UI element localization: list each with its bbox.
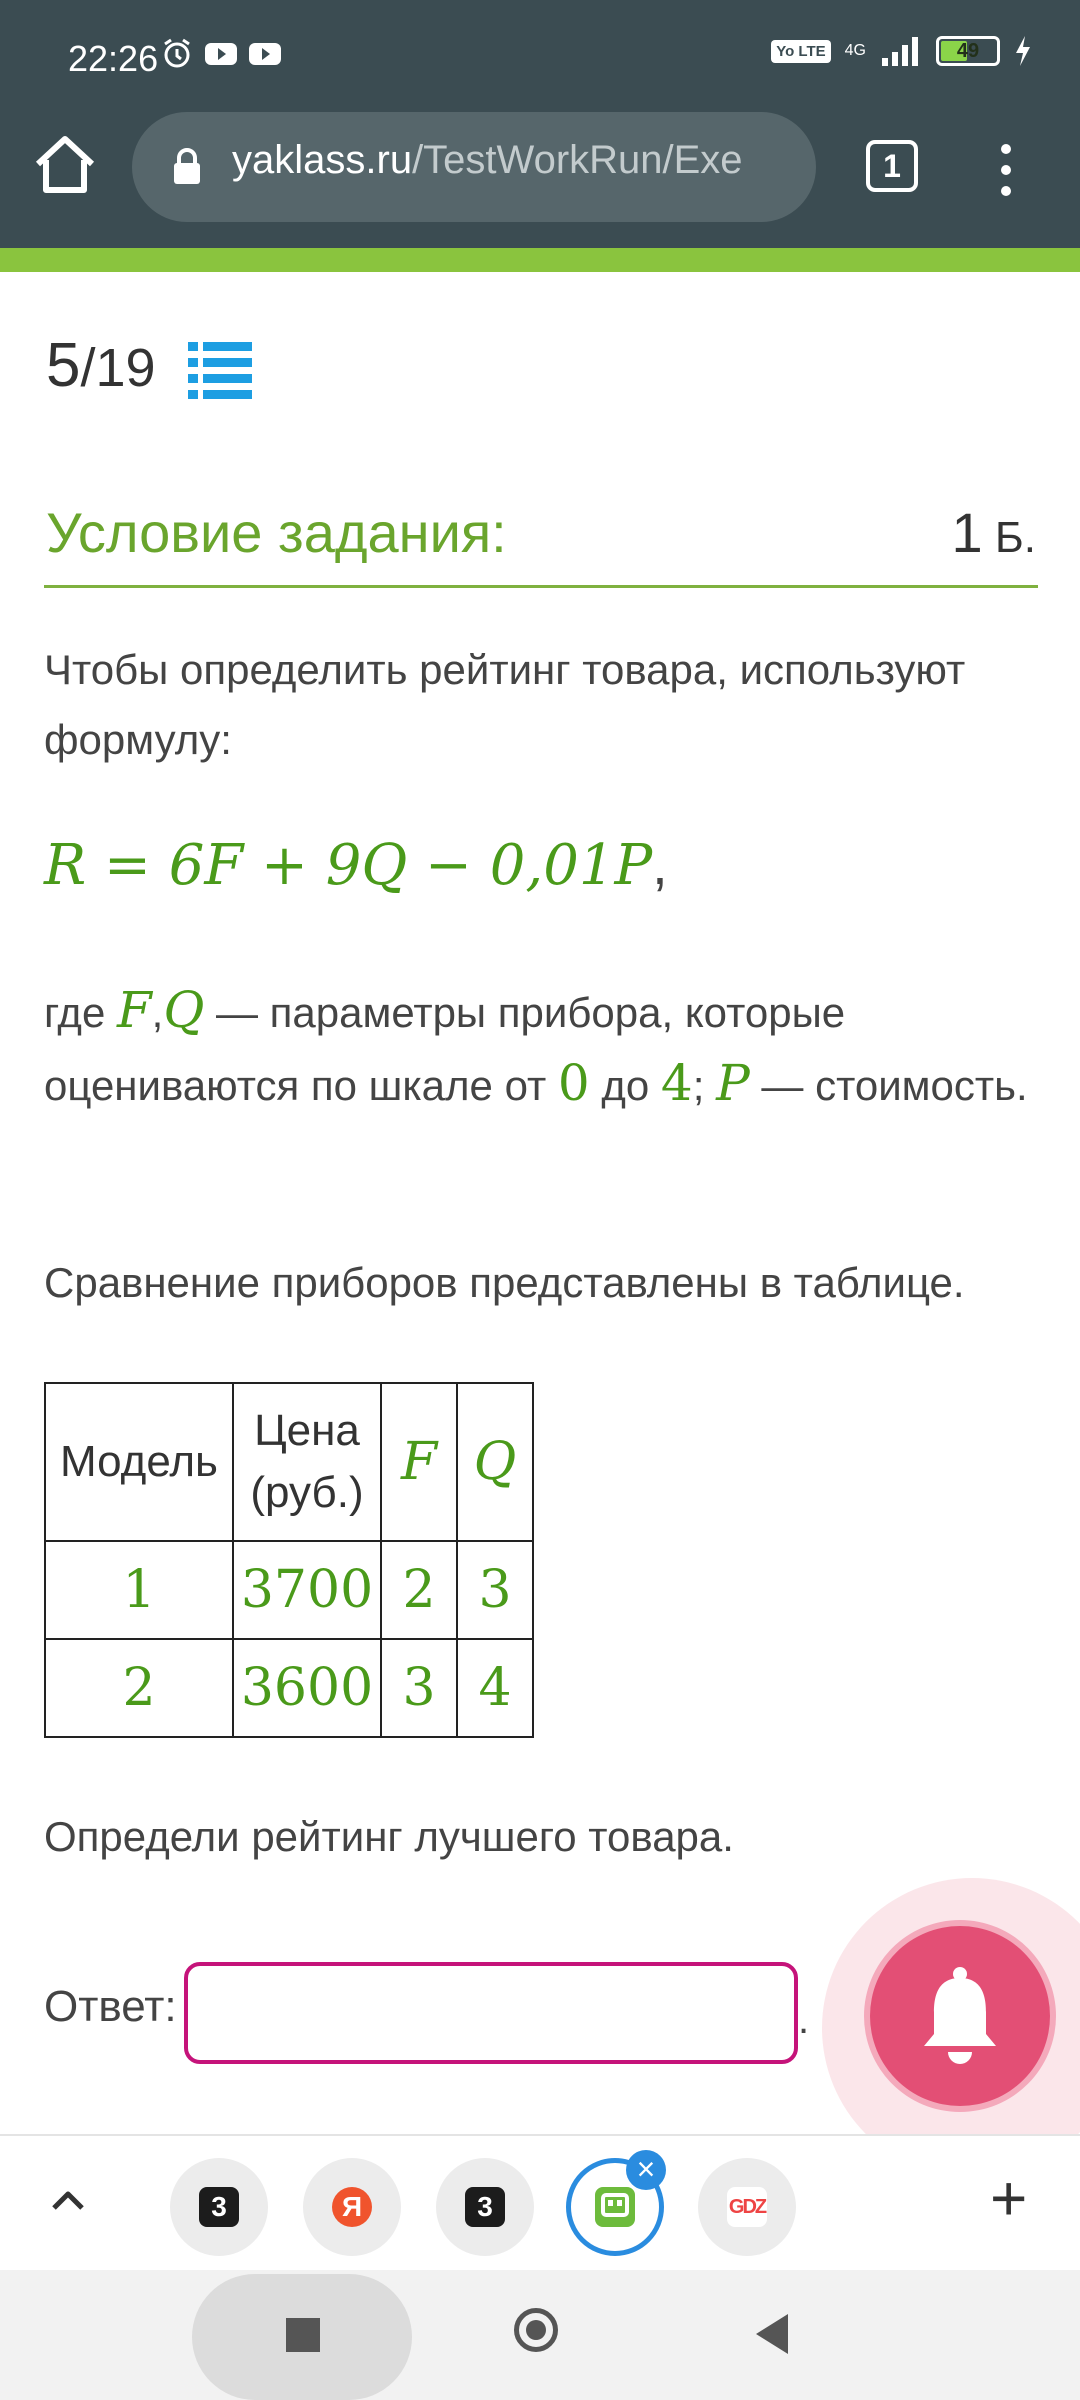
header-price-label: Цена — [254, 1406, 360, 1455]
points-unit: Б. — [982, 513, 1036, 562]
header-f-label: F — [400, 1432, 438, 1492]
cell-f — [381, 1541, 457, 1639]
answer-label: Ответ: — [44, 1982, 177, 2031]
table-header-row — [45, 1383, 533, 1541]
cell-q — [457, 1639, 533, 1737]
tab-yandex[interactable] — [303, 2158, 401, 2256]
cell-price — [233, 1639, 381, 1737]
bell-icon — [910, 1964, 1010, 2068]
table-row — [45, 1541, 533, 1639]
cell-price-value: 3700 — [240, 1560, 374, 1620]
task-intro: Чтобы определить рейтинг товара, используют формулу: — [44, 646, 966, 763]
youtube-icon — [204, 36, 238, 70]
rating-formula — [44, 832, 668, 898]
volte-icon: Yo LTE — [771, 40, 830, 63]
header-q — [457, 1383, 533, 1541]
compare-text: Сравнение приборов представлены в таблице. — [44, 1259, 965, 1306]
var-f: F — [116, 981, 152, 1039]
formula-body: R = 6F + 9Q − 0,01P — [44, 833, 653, 898]
cell-f — [381, 1639, 457, 1737]
cell-price — [233, 1541, 381, 1639]
lock-icon — [172, 148, 202, 186]
youtube-icon — [248, 36, 282, 70]
status-notification-icons — [160, 36, 282, 70]
desc-text: ; — [692, 1062, 717, 1109]
header-price-unit: (руб.) — [250, 1468, 364, 1517]
cell-model — [45, 1639, 233, 1737]
status-time: 22:26 — [68, 38, 159, 79]
new-tab-icon[interactable]: + — [990, 2162, 1028, 2234]
url-text[interactable] — [232, 138, 802, 183]
chevron-up-icon[interactable] — [44, 2176, 92, 2224]
tab-favicon: GDZ — [727, 2187, 767, 2227]
tab-favicon: 3 — [465, 2187, 505, 2227]
num-4: 4 — [660, 1054, 693, 1112]
status-system-icons — [771, 34, 1032, 68]
cell-model-value: 2 — [122, 1658, 156, 1718]
more-menu-icon[interactable] — [986, 140, 1026, 200]
url-path: /TestWorkRun/Exe — [412, 138, 743, 182]
question-counter — [46, 330, 156, 401]
alarm-icon — [160, 36, 194, 70]
header-model — [45, 1383, 233, 1541]
back-icon[interactable] — [756, 2314, 788, 2354]
cell-price-value: 3600 — [240, 1658, 374, 1718]
question-list-icon[interactable] — [188, 340, 252, 400]
tab-gdz[interactable] — [698, 2158, 796, 2256]
charging-icon — [1014, 35, 1032, 67]
bottom-tab-strip — [0, 2134, 1080, 2272]
cell-q-value: 4 — [478, 1658, 512, 1718]
var-q: Q — [163, 981, 205, 1039]
title-divider — [44, 585, 1038, 588]
desc-text: — параметры прибора, которые оцениваются по шкале от — [44, 989, 846, 1109]
header-f — [381, 1383, 457, 1541]
battery-level: 49 — [956, 40, 980, 62]
address-bar[interactable] — [132, 112, 816, 222]
tab-favicon: 3 — [199, 2187, 239, 2227]
battery-icon — [936, 36, 1000, 66]
question-current: 5 — [46, 331, 81, 400]
tab-switcher-button[interactable]: 1 — [866, 140, 918, 192]
page-accent-bar — [0, 248, 1080, 272]
var-p: P — [716, 1054, 750, 1112]
table-row — [45, 1639, 533, 1737]
recents-icon[interactable] — [286, 2318, 320, 2352]
browser-top-bar — [0, 0, 1080, 248]
cell-f-value: 2 — [402, 1560, 436, 1620]
home-nav-dot — [526, 2320, 546, 2340]
close-tab-icon[interactable]: × — [626, 2150, 666, 2190]
header-price — [233, 1383, 381, 1541]
cell-f-value: 3 — [402, 1658, 436, 1718]
cell-q — [457, 1541, 533, 1639]
header-q-label: Q — [473, 1432, 517, 1492]
network-type: 4G — [844, 42, 866, 59]
desc-text: до — [589, 1062, 661, 1109]
task-title: Условие задания: — [46, 501, 507, 564]
answer-input[interactable] — [184, 1962, 798, 2064]
tab-favicon — [595, 2187, 635, 2227]
points-value: 1 — [951, 501, 983, 564]
url-domain: yaklass.ru — [232, 138, 413, 182]
tab-app-3[interactable] — [170, 2158, 268, 2256]
notification-bell-button[interactable] — [870, 1926, 1050, 2106]
signal-icon — [880, 34, 922, 68]
comparison-table — [44, 1382, 534, 1738]
task-description — [44, 975, 1044, 1121]
question-text: Определи рейтинг лучшего товара. — [44, 1813, 734, 1860]
question-total: /19 — [80, 338, 156, 398]
desc-text: где — [44, 989, 117, 1036]
tab-app-3[interactable] — [436, 2158, 534, 2256]
header-model-label: Модель — [60, 1437, 218, 1486]
cell-model-value: 1 — [122, 1560, 156, 1620]
tab-favicon: Я — [332, 2187, 372, 2227]
home-icon[interactable] — [30, 130, 100, 200]
cell-model — [45, 1541, 233, 1639]
answer-suffix: . — [798, 1998, 810, 2042]
task-points — [952, 500, 1036, 565]
yaklass-favicon-icon — [595, 2187, 635, 2227]
cell-q-value: 3 — [478, 1560, 512, 1620]
desc-text: — стоимость. — [749, 1062, 1028, 1109]
formula-tail: , — [652, 833, 668, 896]
num-0: 0 — [557, 1054, 590, 1112]
desc-comma: , — [151, 989, 164, 1036]
